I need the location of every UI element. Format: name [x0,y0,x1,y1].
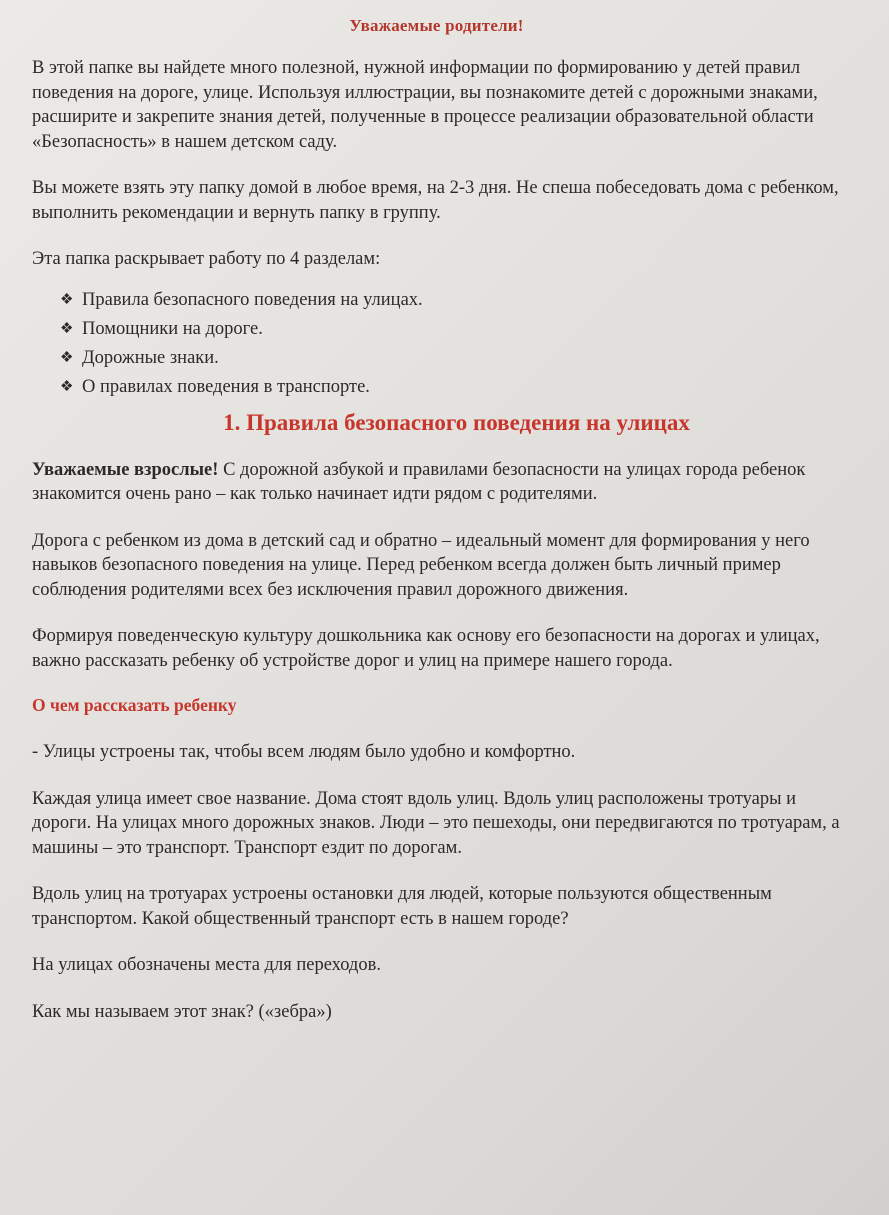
diamond-bullet-icon: ❖ [60,378,74,395]
diamond-bullet-icon: ❖ [60,320,74,337]
list-item [60,286,841,315]
intro-paragraph-1: В этой папке вы найдете много полезной, нужной информации по формированию у детей правил поведения на дороге, улице. Используя иллюстрации, вы познакомите детей с дорожными знаками, расширите и закрепите знания детей, полученные в процессе реализации образовательной области «Безопасность» в нашем детском саду. [32,58,818,152]
diamond-bullet-icon: ❖ [60,291,74,308]
list-item [60,344,841,373]
intro-paragraph-3: Эта папка раскрывает работу по 4 разделам: [32,249,381,269]
subsection-heading: О чем рассказать ребенку [32,695,237,715]
bold-lead: Уважаемые взрослые! [32,459,219,480]
intro-paragraph-2: Вы можете взять эту папку домой в любое время, на 2-3 дня. Не спеша побеседовать дома с ребенком, выполнить рекомендации и вернуть папку в группу. [32,178,839,223]
section-paragraph-3: Формируя поведенческую культуру дошкольника как основу его безопасности на дорогах и улицах, важно рассказать ребенку об устройстве дорог и улиц на примере нашего города. [32,626,820,671]
subsection-paragraph-2: Каждая улица имеет свое название. Дома стоят вдоль улиц. Вдоль улиц расположены тротуары и дороги. На улицах много дорожных знаков. Люди – это пешеходы, они передвигаются по тротуарам, а машины – это транспорт. Транспорт ездит по дорогам. [32,788,840,858]
list-item [60,373,841,402]
paragraph-rest: С дорожной азбукой и правилами безопасности на улицах города ребенок знакомится очень рано – как только начинает идти рядом с родителями. [32,459,806,504]
list-item-label: Правила безопасного поведения на улицах. [82,289,423,310]
list-item-label: Дорожные знаки. [82,347,219,368]
subsection-paragraph-3: Вдоль улиц на тротуарах устроены остановки для людей, которые пользуются общественным транспортом. Какой общественный транспорт есть в нашем городе? [32,884,772,929]
page-title: Уважаемые родители! [349,16,524,35]
diamond-bullet-icon: ❖ [60,349,74,366]
section-heading: 1. Правила безопасного поведения на улицах [223,409,690,435]
list-item-label: О правилах поведения в транспорте. [82,376,370,397]
section-paragraph-1 [32,458,841,507]
subsection-paragraph-1: - Улицы устроены так, чтобы всем людям было удобно и комфортно. [32,742,576,762]
list-item-label: Помощники на дороге. [82,318,263,339]
sections-list [60,286,841,402]
list-item [60,315,841,344]
subsection-paragraph-5: Как мы называем этот знак? («зебра») [32,1001,332,1022]
subsection-paragraph-4: На улицах обозначены места для переходов. [32,955,381,975]
section-paragraph-2: Дорога с ребенком из дома в детский сад и обратно – идеальный момент для формирования у него навыков безопасного поведения на улице. Перед ребенком всегда должен быть личный пример соблюдения родителями всех без исключения правил дорожного движения. [32,530,810,600]
